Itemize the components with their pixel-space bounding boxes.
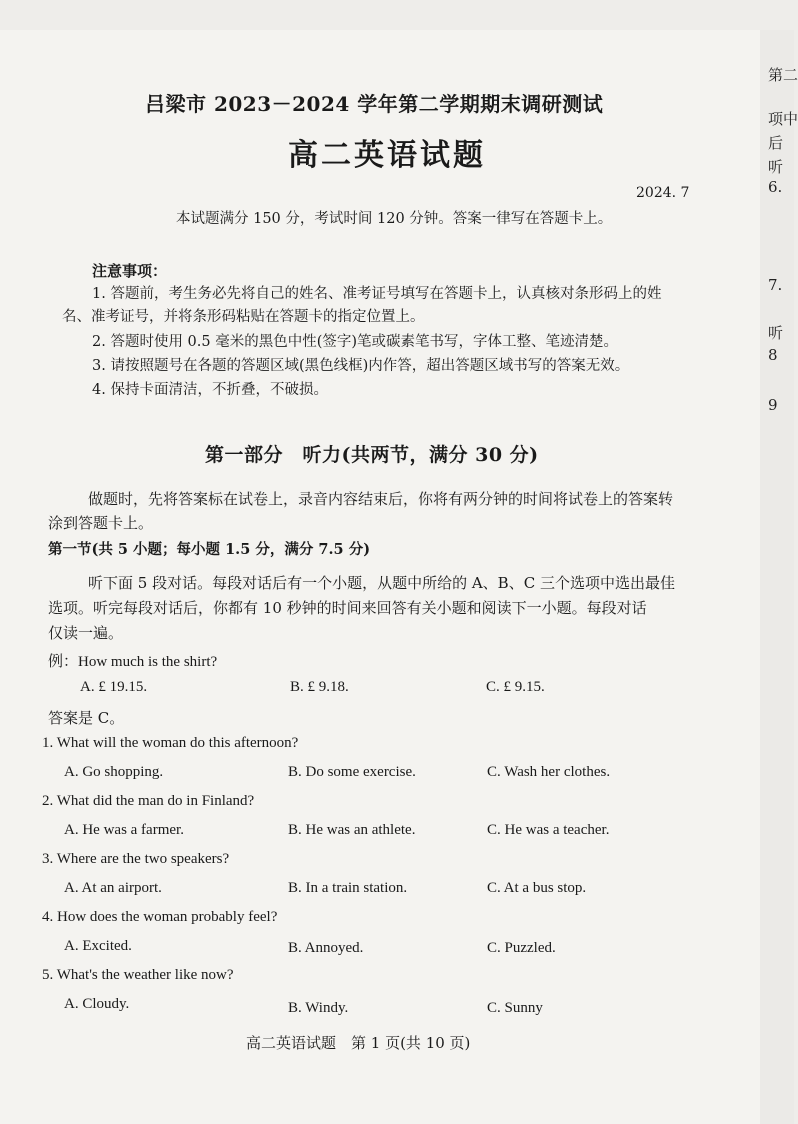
question-1: 1. What will the woman do this afternoon? — [42, 735, 299, 751]
question-4-option-a: A. Excited. — [64, 938, 132, 954]
exam-title-subject: 高二英语试题 — [288, 138, 486, 173]
question-3-option-a: A. At an airport. — [64, 880, 162, 896]
example-option-c: C. £ 9.15. — [486, 679, 545, 695]
question-5-option-b: B. Windy. — [288, 1000, 349, 1016]
edge-text: 第二 — [768, 66, 798, 84]
edge-text: 8 — [768, 346, 778, 364]
question-1-option-a: A. Go shopping. — [64, 764, 164, 780]
question-5-option-c: C. Sunny — [487, 1000, 543, 1016]
question-2-option-b: B. He was an athlete. — [288, 822, 416, 838]
note-item-2: 2. 答题时使用 0.5 毫米的黑色中性(签字)笔或碳素笔书写，字体工整、笔迹清楚。 — [92, 334, 619, 350]
question-2-option-a: A. He was a farmer. — [64, 822, 184, 838]
example-question: 例：How much is the shirt? — [48, 654, 218, 670]
note-item-1-cont: 名、准考证号，并将条形码粘贴在答题卡的指定位置上。 — [62, 309, 425, 325]
question-3: 3. Where are the two speakers? — [42, 851, 230, 867]
question-5-option-a: A. Cloudy. — [64, 996, 130, 1012]
example-option-b: B. £ 9.18. — [290, 679, 349, 695]
notes-heading: 注意事项： — [92, 262, 168, 280]
edge-text: 9 — [768, 396, 778, 414]
part1-instructions-cont: 涂到答题卡上。 — [48, 514, 154, 532]
question-1-option-c: C. Wash her clothes. — [487, 764, 611, 780]
question-4-option-b: B. Annoyed. — [288, 940, 364, 956]
question-2-option-c: C. He was a teacher. — [487, 822, 610, 838]
edge-text: 项中 — [768, 110, 798, 128]
note-item-1: 1. 答题前，考生务必先将自己的姓名、准考证号填写在答题卡上，认真核对条形码上的姓 — [92, 286, 662, 302]
question-3-option-c: C. At a bus stop. — [487, 880, 587, 896]
section1-instructions-end: 仅读一遍。 — [48, 624, 124, 642]
example-answer: 答案是 C。 — [48, 709, 125, 727]
exam-intro: 本试题满分 150 分，考试时间 120 分钟。答案一律写在答题卡上。 — [176, 211, 613, 227]
question-4: 4. How does the woman probably feel? — [42, 909, 278, 925]
edge-text: 后 — [768, 134, 784, 152]
exam-title-line1: 吕梁市 2023－2024 学年第二学期期末调研测试 — [145, 92, 604, 116]
note-item-4: 4. 保持卡面清洁，不折叠，不破损。 — [92, 382, 328, 398]
section1-instructions: 听下面 5 段对话。每段对话后有一个小题，从题中所给的 A、B、C 三个选项中选出最佳 — [88, 574, 675, 592]
question-2: 2. What did the man do in Finland? — [42, 793, 255, 809]
edge-text: 听 — [768, 158, 784, 176]
question-4-option-c: C. Puzzled. — [487, 940, 556, 956]
edge-text: 6. — [768, 178, 783, 196]
example-option-a: A. £ 19.15. — [80, 679, 148, 695]
page-footer: 高二英语试题 第 1 页(共 10 页) — [246, 1034, 471, 1052]
adjacent-page-edge — [760, 30, 798, 1124]
section1-instructions-cont: 选项。听完每段对话后，你都有 10 秒钟的时间来回答有关小题和阅读下一小题。每段对话 — [48, 599, 647, 617]
part1-instructions: 做题时，先将答案标在试卷上，录音内容结束后，你将有两分钟的时间将试卷上的答案转 — [88, 490, 674, 508]
note-item-3: 3. 请按照题号在各题的答题区域(黑色线框)内作答，超出答题区域书写的答案无效。 — [92, 358, 630, 374]
part1-heading: 第一部分 听力(共两节，满分 30 分) — [205, 444, 539, 466]
edge-text: 7. — [768, 276, 783, 294]
question-3-option-b: B. In a train station. — [288, 880, 408, 896]
question-5: 5. What's the weather like now? — [42, 967, 234, 983]
question-1-option-b: B. Do some exercise. — [288, 764, 416, 780]
exam-date: 2024. 7 — [636, 185, 690, 201]
section1-heading: 第一节(共 5 小题；每小题 1.5 分，满分 7.5 分) — [48, 541, 371, 558]
edge-text: 听 — [768, 324, 784, 342]
